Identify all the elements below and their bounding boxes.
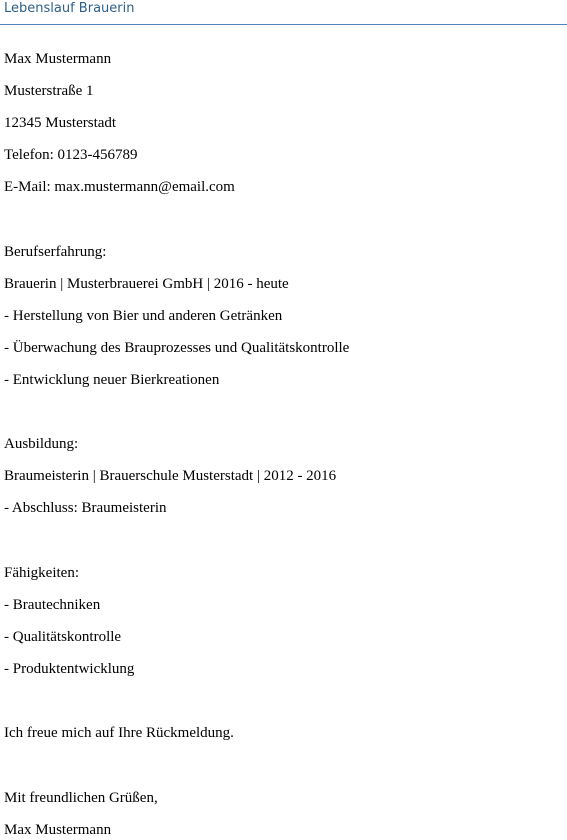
education-bullet: - Abschluss: Braumeisterin <box>4 500 167 516</box>
signature-name: Max Mustermann <box>4 822 112 838</box>
document-header <box>0 0 567 25</box>
salutation: Mit freundlichen Grüßen, <box>4 790 158 806</box>
experience-bullet: - Herstellung von Bier und anderen Getränken <box>4 308 283 324</box>
street-line: Musterstraße 1 <box>4 83 94 99</box>
experience-bullet: - Entwicklung neuer Bierkreationen <box>4 372 220 388</box>
skill-item: - Brautechniken <box>4 597 101 613</box>
experience-entry: Brauerin | Musterbrauerei GmbH | 2016 - heute <box>4 276 289 292</box>
section-heading-education: Ausbildung: <box>4 436 79 452</box>
section-heading-skills: Fähigkeiten: <box>4 565 79 581</box>
city-line: 12345 Musterstadt <box>4 115 117 131</box>
email-line: E-Mail: max.mustermann@email.com <box>4 179 235 195</box>
section-heading-experience: Berufserfahrung: <box>4 244 107 260</box>
page-title: Lebenslauf Brauerin <box>4 1 135 16</box>
experience-bullet: - Überwachung des Brauprozesses und Qualitätskontrolle <box>4 340 350 356</box>
name-line: Max Mustermann <box>4 51 112 67</box>
phone-line: Telefon: 0123-456789 <box>4 147 138 163</box>
education-entry: Braumeisterin | Brauerschule Musterstadt | 2012 - 2016 <box>4 468 337 484</box>
skill-item: - Qualitätskontrolle <box>4 629 122 645</box>
closing-sentence: Ich freue mich auf Ihre Rückmeldung. <box>4 725 234 741</box>
skill-item: - Produktentwicklung <box>4 661 135 677</box>
